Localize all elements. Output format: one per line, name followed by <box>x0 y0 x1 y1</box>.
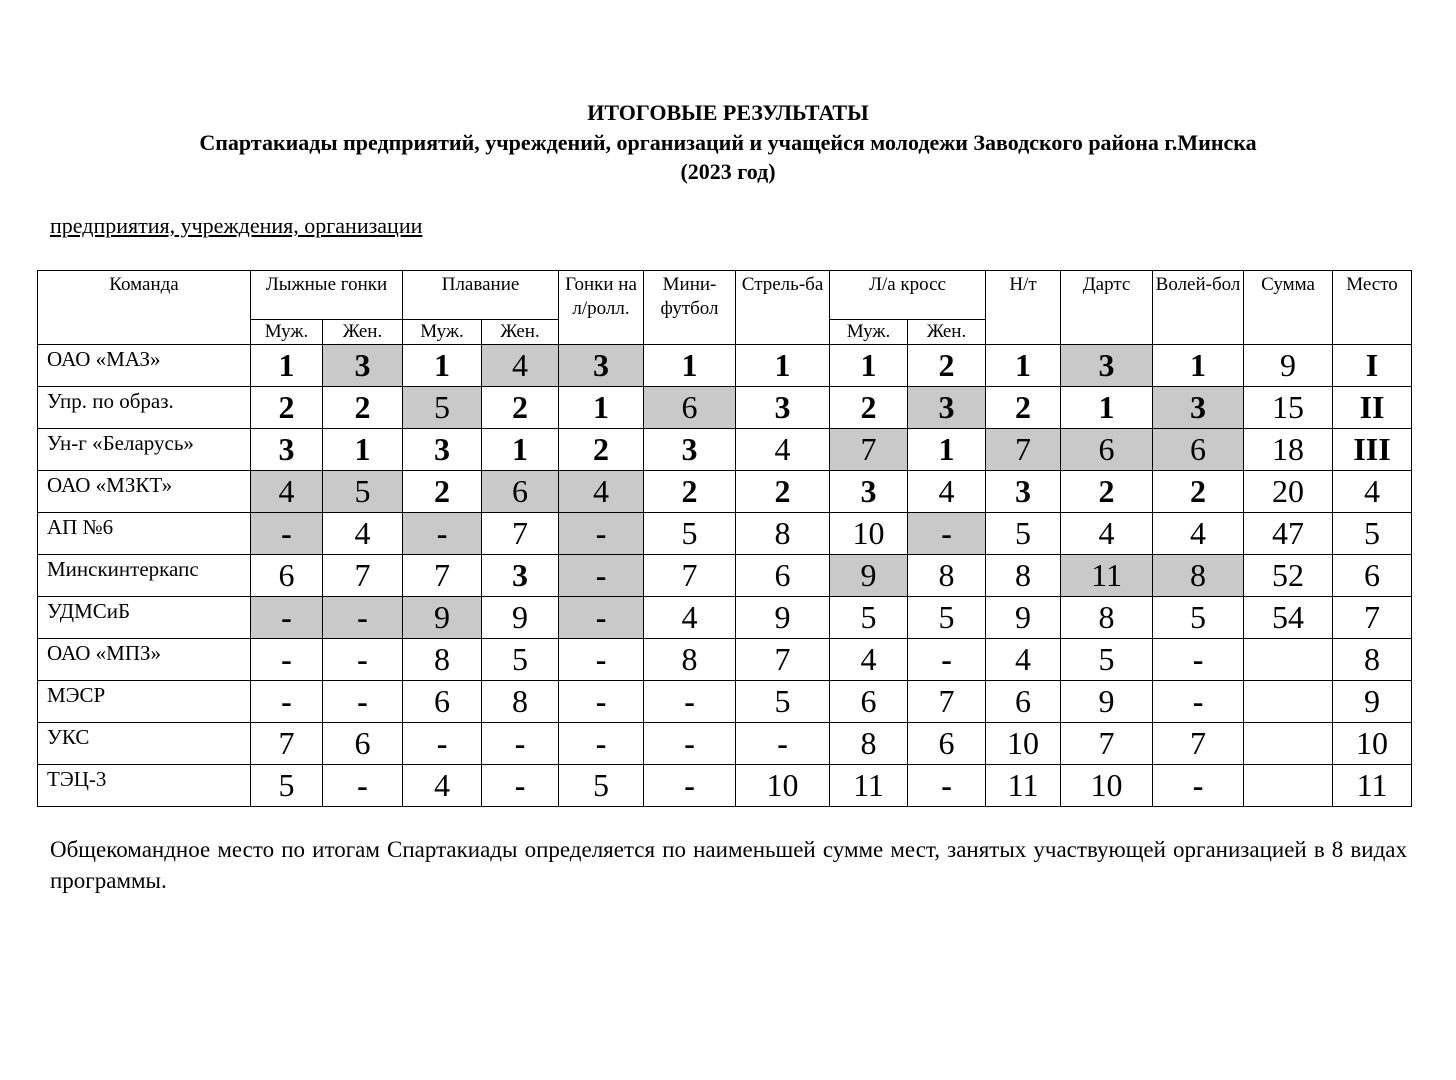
result-cell: 10 <box>736 765 830 807</box>
result-cell: - <box>323 681 403 723</box>
result-cell: - <box>323 597 403 639</box>
results-table <box>37 270 1412 807</box>
result-cell: 9 <box>1333 681 1412 723</box>
result-cell: 8 <box>1061 597 1153 639</box>
result-cell: 4 <box>323 513 403 555</box>
section-label: предприятия, учреждения, организации <box>50 213 423 238</box>
result-cell: 5 <box>908 597 986 639</box>
result-cell: 9 <box>403 597 482 639</box>
result-cell: - <box>1153 765 1244 807</box>
result-cell: - <box>1153 639 1244 681</box>
result-cell: - <box>559 723 644 765</box>
result-cell: 20 <box>1244 471 1333 513</box>
result-cell: 10 <box>986 723 1061 765</box>
result-cell: 47 <box>1244 513 1333 555</box>
result-cell: 11 <box>986 765 1061 807</box>
header-sum: Сумма <box>1244 271 1333 345</box>
document-title: ИТОГОВЫЕ РЕЗУЛЬТАТЫ <box>587 100 869 125</box>
result-cell: - <box>908 765 986 807</box>
result-cell: 3 <box>736 387 830 429</box>
result-cell: 2 <box>403 471 482 513</box>
result-cell: 2 <box>644 471 736 513</box>
result-cell: 2 <box>908 345 986 387</box>
header-swim-women: Жен. <box>482 320 559 345</box>
result-cell: 1 <box>736 345 830 387</box>
result-cell: 8 <box>482 681 559 723</box>
result-cell: 4 <box>251 471 323 513</box>
document-year: (2023 год) <box>680 159 776 184</box>
result-cell: 4 <box>830 639 908 681</box>
result-cell: 1 <box>403 345 482 387</box>
team-name: УКС <box>38 723 251 765</box>
table-row <box>38 513 1412 555</box>
result-cell: 6 <box>323 723 403 765</box>
header-cross: Л/а кросс <box>830 271 986 320</box>
result-cell: 5 <box>251 765 323 807</box>
team-name: УДМСиБ <box>38 597 251 639</box>
result-cell: 3 <box>482 555 559 597</box>
result-cell: 5 <box>736 681 830 723</box>
result-cell: 5 <box>1333 513 1412 555</box>
result-cell: 9 <box>1061 681 1153 723</box>
result-cell: 1 <box>908 429 986 471</box>
result-cell: - <box>908 639 986 681</box>
result-cell: 5 <box>403 387 482 429</box>
result-cell: - <box>403 513 482 555</box>
result-cell: - <box>482 723 559 765</box>
result-cell: 8 <box>908 555 986 597</box>
result-cell: 1 <box>251 345 323 387</box>
result-cell: 9 <box>482 597 559 639</box>
result-cell: - <box>323 639 403 681</box>
result-cell: 7 <box>1153 723 1244 765</box>
result-cell: 7 <box>482 513 559 555</box>
table-row <box>38 555 1412 597</box>
results-body <box>38 345 1412 807</box>
footnote: Общекомандное место по итогам Спартакиады определяется по наименьшей сумме мест, занятых участвующей организацией в 8 видах программы. <box>50 837 1407 893</box>
result-cell: 3 <box>1061 345 1153 387</box>
result-cell: - <box>251 639 323 681</box>
result-cell: I <box>1333 345 1412 387</box>
result-cell: - <box>644 723 736 765</box>
result-cell <box>1244 681 1333 723</box>
team-name: Упр. по образ. <box>38 387 251 429</box>
result-cell: 5 <box>1153 597 1244 639</box>
result-cell: 3 <box>986 471 1061 513</box>
result-cell: 3 <box>1153 387 1244 429</box>
table-row <box>38 387 1412 429</box>
result-cell: 6 <box>908 723 986 765</box>
result-cell: 10 <box>1061 765 1153 807</box>
result-cell: 6 <box>736 555 830 597</box>
header-cross-women: Жен. <box>908 320 986 345</box>
result-cell: 8 <box>830 723 908 765</box>
result-cell: 4 <box>908 471 986 513</box>
result-cell: 1 <box>1153 345 1244 387</box>
result-cell: 2 <box>830 387 908 429</box>
result-cell: 8 <box>1333 639 1412 681</box>
result-cell: 11 <box>1061 555 1153 597</box>
result-cell: 7 <box>908 681 986 723</box>
result-cell: 7 <box>644 555 736 597</box>
result-cell: 7 <box>251 723 323 765</box>
result-cell: 2 <box>1153 471 1244 513</box>
result-cell: 8 <box>986 555 1061 597</box>
header-tennis: Н/т <box>986 271 1061 345</box>
result-cell: - <box>644 765 736 807</box>
result-cell: 2 <box>482 387 559 429</box>
header-minifootball: Мини-футбол <box>644 271 736 345</box>
result-cell: - <box>559 597 644 639</box>
table-row <box>38 345 1412 387</box>
result-cell: - <box>323 765 403 807</box>
result-cell: 5 <box>830 597 908 639</box>
result-cell: 9 <box>736 597 830 639</box>
team-name: МЭСР <box>38 681 251 723</box>
result-cell: 4 <box>1153 513 1244 555</box>
result-cell: 4 <box>644 597 736 639</box>
result-cell: 2 <box>736 471 830 513</box>
result-cell: 9 <box>1244 345 1333 387</box>
result-cell: 5 <box>986 513 1061 555</box>
result-cell: 4 <box>482 345 559 387</box>
result-cell: 1 <box>1061 387 1153 429</box>
header-ski-women: Жен. <box>323 320 403 345</box>
result-cell: 54 <box>1244 597 1333 639</box>
header-volleyball: Волей-бол <box>1153 271 1244 345</box>
result-cell: 6 <box>403 681 482 723</box>
result-cell: 7 <box>736 639 830 681</box>
result-cell <box>1244 723 1333 765</box>
result-cell: 6 <box>1153 429 1244 471</box>
result-cell: 2 <box>1061 471 1153 513</box>
header-shooting: Стрель-ба <box>736 271 830 345</box>
result-cell: - <box>251 681 323 723</box>
result-cell: 3 <box>323 345 403 387</box>
document-subtitle: Спартакиады предприятий, учреждений, организаций и учащейся молодежи Заводского района г.Минска <box>199 130 1257 155</box>
result-cell: 6 <box>644 387 736 429</box>
result-cell: - <box>403 723 482 765</box>
result-cell: 1 <box>644 345 736 387</box>
result-cell: 6 <box>482 471 559 513</box>
result-cell: 4 <box>986 639 1061 681</box>
result-cell: 6 <box>830 681 908 723</box>
result-cell <box>1244 639 1333 681</box>
table-row <box>38 429 1412 471</box>
result-cell: 4 <box>403 765 482 807</box>
header-cross-men: Муж. <box>830 320 908 345</box>
table-row <box>38 471 1412 513</box>
result-cell: 3 <box>251 429 323 471</box>
result-cell: 8 <box>736 513 830 555</box>
result-cell: 3 <box>644 429 736 471</box>
header-roller: Гонки на л/ролл. <box>559 271 644 345</box>
result-cell: 3 <box>908 387 986 429</box>
header-ski-men: Муж. <box>251 320 323 345</box>
result-cell: 1 <box>323 429 403 471</box>
result-cell: 3 <box>559 345 644 387</box>
result-cell: - <box>1153 681 1244 723</box>
result-cell: 4 <box>1333 471 1412 513</box>
team-name: Ун-г «Беларусь» <box>38 429 251 471</box>
result-cell: 9 <box>830 555 908 597</box>
table-row <box>38 765 1412 807</box>
result-cell: - <box>559 639 644 681</box>
result-cell: 7 <box>986 429 1061 471</box>
result-cell <box>1244 765 1333 807</box>
result-cell: 10 <box>830 513 908 555</box>
result-cell: 9 <box>986 597 1061 639</box>
result-cell: 18 <box>1244 429 1333 471</box>
table-row <box>38 597 1412 639</box>
result-cell: 8 <box>644 639 736 681</box>
result-cell: 7 <box>1061 723 1153 765</box>
team-name: ОАО «МЗКТ» <box>38 471 251 513</box>
result-cell: 8 <box>403 639 482 681</box>
table-row <box>38 681 1412 723</box>
result-cell: 5 <box>323 471 403 513</box>
result-cell: 6 <box>251 555 323 597</box>
result-cell: 5 <box>559 765 644 807</box>
team-name: ТЭЦ-3 <box>38 765 251 807</box>
result-cell: 8 <box>1153 555 1244 597</box>
result-cell: 1 <box>830 345 908 387</box>
result-cell: 7 <box>323 555 403 597</box>
result-cell: - <box>482 765 559 807</box>
result-cell: - <box>736 723 830 765</box>
result-cell: 7 <box>403 555 482 597</box>
header-place: Место <box>1333 271 1412 345</box>
team-name: ОАО «МПЗ» <box>38 639 251 681</box>
result-cell: 4 <box>1061 513 1153 555</box>
result-cell: - <box>559 513 644 555</box>
result-cell: 5 <box>1061 639 1153 681</box>
table-row <box>38 639 1412 681</box>
result-cell: 6 <box>1333 555 1412 597</box>
result-cell: 7 <box>1333 597 1412 639</box>
result-cell: II <box>1333 387 1412 429</box>
header-swim: Плавание <box>403 271 559 320</box>
result-cell: 2 <box>986 387 1061 429</box>
result-cell: 4 <box>559 471 644 513</box>
result-cell: - <box>559 555 644 597</box>
result-cell: 4 <box>736 429 830 471</box>
result-cell: 11 <box>830 765 908 807</box>
result-cell: - <box>251 597 323 639</box>
result-cell: 15 <box>1244 387 1333 429</box>
table-row <box>38 723 1412 765</box>
result-cell: 7 <box>830 429 908 471</box>
result-cell: 11 <box>1333 765 1412 807</box>
result-cell: 52 <box>1244 555 1333 597</box>
result-cell: 1 <box>482 429 559 471</box>
result-cell: 3 <box>403 429 482 471</box>
result-cell: - <box>251 513 323 555</box>
result-cell: 1 <box>986 345 1061 387</box>
team-name: ОАО «МАЗ» <box>38 345 251 387</box>
result-cell: - <box>644 681 736 723</box>
result-cell: - <box>559 681 644 723</box>
result-cell: 2 <box>323 387 403 429</box>
result-cell: - <box>908 513 986 555</box>
result-cell: 5 <box>644 513 736 555</box>
result-cell: 2 <box>251 387 323 429</box>
header-darts: Дартс <box>1061 271 1153 345</box>
header-team: Команда <box>38 271 251 345</box>
result-cell: 1 <box>559 387 644 429</box>
header-swim-men: Муж. <box>403 320 482 345</box>
result-cell: 3 <box>830 471 908 513</box>
team-name: АП №6 <box>38 513 251 555</box>
result-cell: 6 <box>986 681 1061 723</box>
header-ski: Лыжные гонки <box>251 271 403 320</box>
result-cell: 5 <box>482 639 559 681</box>
result-cell: 6 <box>1061 429 1153 471</box>
result-cell: 2 <box>559 429 644 471</box>
result-cell: 10 <box>1333 723 1412 765</box>
team-name: Минскинтеркапс <box>38 555 251 597</box>
result-cell: III <box>1333 429 1412 471</box>
